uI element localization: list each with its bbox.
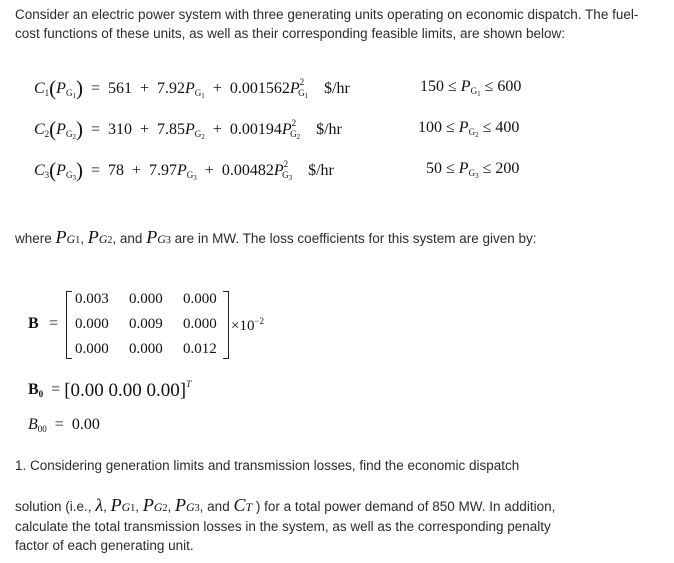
b0-label: B xyxy=(28,381,39,398)
cost-unit: $/hr xyxy=(324,80,350,97)
linear-coefficient: 7.97 xyxy=(149,162,178,179)
cost-symbol: C xyxy=(34,162,45,179)
unit-index: 3 xyxy=(72,174,76,182)
quadratic-coefficient: 0.001562 xyxy=(229,80,290,97)
left-bracket-bottom xyxy=(66,358,72,359)
matrix-cell: 0.012 xyxy=(183,341,217,357)
unit-index: 2 xyxy=(72,133,76,141)
matrix-exponent: −2 xyxy=(254,316,265,326)
b0-subscript: 0 xyxy=(38,389,44,399)
where-line: where PG1, PG2, and PG3 are in MW. The loss coefficients for this system are given by: xyxy=(15,227,537,247)
matrix-cell: 0.009 xyxy=(129,316,163,332)
linear-coefficient: 7.92 xyxy=(157,80,186,97)
cost-unit: $/hr xyxy=(308,162,334,179)
upper-limit: 600 xyxy=(497,78,522,95)
cost-symbol: C xyxy=(34,121,45,138)
matrix-cell: 0.000 xyxy=(183,291,217,307)
left-bracket xyxy=(66,291,67,359)
question-line-2: solution (i.e., λ, PG1, PG2, PG3, and CT ) for a total power demand of 850 MW. In addition, xyxy=(15,495,556,515)
lower-limit: 150 xyxy=(420,78,444,95)
matrix-cell: 0.000 xyxy=(129,341,163,357)
question-line-4: factor of each generating unit. xyxy=(15,538,194,553)
constant-term: 561 xyxy=(107,80,132,97)
right-bracket-bottom xyxy=(223,358,229,359)
intro-line-1: Consider an electric power system with three generating units operating on economic dispatch. The fuel- xyxy=(15,7,639,22)
power-subscript: G xyxy=(65,129,73,139)
question-line-1: 1. Considering generation limits and transmission losses, find the economic dispatch xyxy=(15,458,520,473)
cost-unit: $/hr xyxy=(316,121,342,138)
b0-vector: $B_0 = [0.00$ 0.00 0.00]$^T$ xyxy=(28,379,192,401)
constant-term: 78 xyxy=(107,162,124,179)
matrix-multiplier: $\times 10^{-2}$ xyxy=(231,316,265,334)
right-bracket xyxy=(228,291,229,359)
question-line-3: calculate the total transmission losses in the system, as well as the corresponding penalty xyxy=(15,519,551,534)
upper-limit: 400 xyxy=(495,119,520,136)
linear-coefficient: 7.85 xyxy=(157,121,186,138)
b0-values: [0.00 0.00 0.00] xyxy=(64,380,187,401)
b00-label: B xyxy=(28,416,38,433)
matrix-cell: 0.000 xyxy=(75,341,109,357)
cost-symbol: C xyxy=(34,80,45,97)
constant-term: 310 xyxy=(107,121,132,138)
matrix-cell: 0.000 xyxy=(129,291,163,307)
b-matrix-label: B xyxy=(28,315,39,332)
quadratic-coefficient: 0.00194 xyxy=(229,121,282,138)
where-prefix: where xyxy=(15,231,52,246)
intro-line-2: cost functions of these units, as well as their corresponding feasible limits, are shown below: xyxy=(15,26,566,41)
cost-subscript: 1 xyxy=(44,88,50,98)
power-subscript: G xyxy=(65,88,73,98)
cost-subscript: 3 xyxy=(44,170,50,180)
matrix-cell: 0.000 xyxy=(183,316,217,332)
quadratic-coefficient: 0.00482 xyxy=(221,162,274,179)
cost-subscript: 2 xyxy=(44,129,50,139)
matrix-cell: 0.000 xyxy=(75,316,109,332)
left-bracket-top xyxy=(66,291,72,292)
unit-index: 1 xyxy=(72,92,76,100)
question-prefix: solution (i.e., xyxy=(15,499,92,514)
question-suffix: ) for a total power demand of 850 MW. In addition, xyxy=(255,499,556,514)
power-subscript: G xyxy=(65,170,73,180)
b00-value: 0.00 xyxy=(71,416,100,433)
matrix-cell: 0.003 xyxy=(75,291,109,307)
lower-limit: 100 xyxy=(418,119,442,136)
b00-subscript: 00 xyxy=(37,424,47,434)
where-suffix: are in MW. The loss coefficients for this system are given by: xyxy=(174,231,537,246)
where-and: , and xyxy=(112,231,143,246)
equals-sign: = xyxy=(49,315,59,332)
b00-constant: $B_{00} = 0.00$ xyxy=(28,416,100,434)
upper-limit: 200 xyxy=(495,160,520,177)
transpose-mark: T xyxy=(186,379,192,389)
right-bracket-top xyxy=(223,291,229,292)
lower-limit: 50 xyxy=(426,160,442,177)
